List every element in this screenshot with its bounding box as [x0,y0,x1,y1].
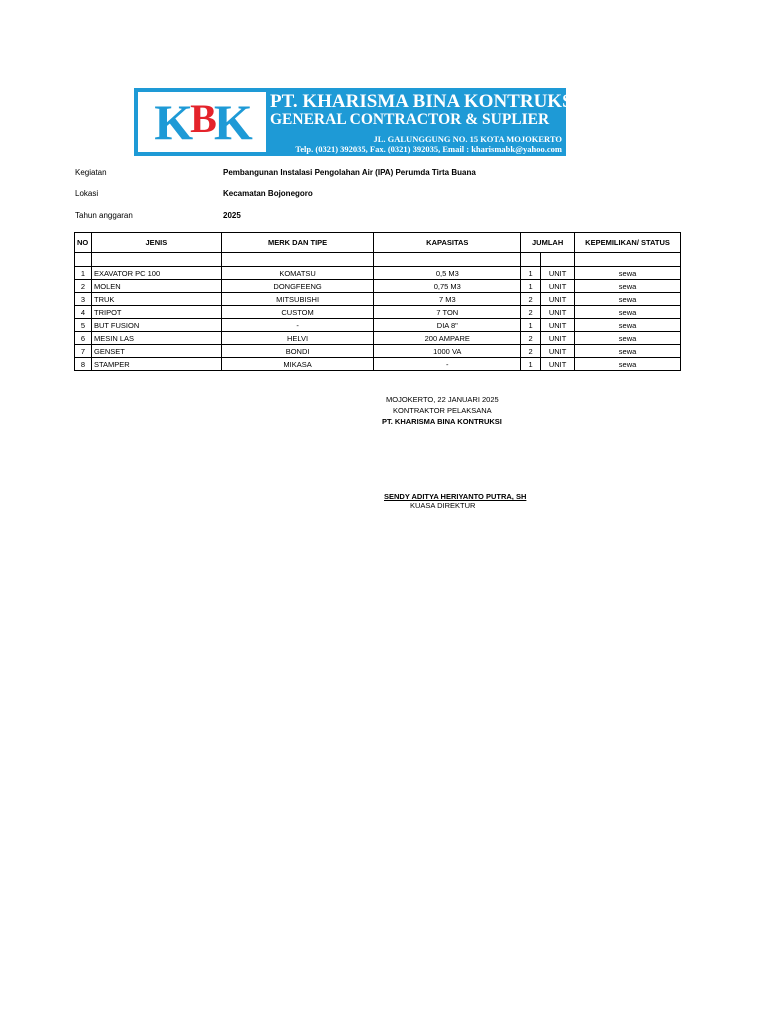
company-subtitle: GENERAL CONTRACTOR & SUPLIER [270,111,550,128]
row-jenis: MOLEN [91,280,221,293]
row-merk: CUSTOM [221,306,374,319]
row-unit: UNIT [541,293,575,306]
tahun-label: Tahun anggaran [75,211,133,220]
row-qty: 2 [521,306,541,319]
sign-role: KONTRAKTOR PELAKSANA [393,406,492,415]
row-qty: 1 [521,358,541,371]
table-row [75,306,681,319]
row-no: 7 [75,345,92,358]
header-jenis: JENIS [91,233,221,253]
row-kapasitas: 7 M3 [374,293,521,306]
equipment-table [74,232,681,371]
table-row [75,267,681,280]
sign-company: PT. KHARISMA BINA KONTRUKSI [382,417,502,426]
row-kapasitas: DIA 8" [374,319,521,332]
company-contact: Telp. (0321) 392035, Fax. (0321) 392035, Email : kharismabk@yahoo.com [295,144,562,154]
logo-text [138,92,266,152]
sign-place-date: MOJOKERTO, 22 JANUARI 2025 [386,395,499,404]
row-no: 4 [75,306,92,319]
header-no: NO [75,233,92,253]
company-logo [138,92,266,152]
row-merk: MIKASA [221,358,374,371]
row-kapasitas: 0,5 M3 [374,267,521,280]
header-kapasitas: KAPASITAS [374,233,521,253]
table-row [75,358,681,371]
row-merk: - [221,319,374,332]
table-row [75,319,681,332]
table-row [75,280,681,293]
header-jumlah: JUMLAH [521,233,575,253]
lokasi-label: Lokasi [75,189,99,198]
row-qty: 2 [521,345,541,358]
row-jenis: GENSET [91,345,221,358]
row-status: sewa [575,267,681,280]
row-unit: UNIT [541,332,575,345]
row-status: sewa [575,345,681,358]
row-kapasitas: 7 TON [374,306,521,319]
row-no: 1 [75,267,92,280]
row-no: 3 [75,293,92,306]
row-status: sewa [575,332,681,345]
row-no: 2 [75,280,92,293]
row-qty: 1 [521,280,541,293]
row-merk: KOMATSU [221,267,374,280]
row-no: 8 [75,358,92,371]
lokasi-value: Kecamatan Bojonegoro [223,189,313,198]
company-name: PT. KHARISMA BINA KONTRUKSI [270,91,581,112]
row-kapasitas: 200 AMPARE [374,332,521,345]
row-unit: UNIT [541,345,575,358]
row-status: sewa [575,306,681,319]
table-spacer-row [75,253,681,267]
row-status: sewa [575,293,681,306]
row-unit: UNIT [541,358,575,371]
kegiatan-value: Pembangunan Instalasi Pengolahan Air (IPA) Perumda Tirta Buana [223,168,476,177]
kegiatan-label: Kegiatan [75,168,107,177]
row-unit: UNIT [541,306,575,319]
row-no: 5 [75,319,92,332]
signer-name: SENDY ADITYA HERIYANTO PUTRA, SH [384,492,527,501]
row-merk: BONDI [221,345,374,358]
signer-title: KUASA DIREKTUR [410,501,476,510]
row-no: 6 [75,332,92,345]
company-details [270,91,581,154]
row-jenis: TRUK [91,293,221,306]
row-unit: UNIT [541,319,575,332]
row-jenis: BUT FUSION [91,319,221,332]
logo-letter-k1: K [154,94,191,150]
row-unit: UNIT [541,280,575,293]
row-jenis: TRIPOT [91,306,221,319]
tahun-value: 2025 [223,211,241,220]
letterhead-banner [134,88,581,156]
row-qty: 1 [521,267,541,280]
table-row [75,332,681,345]
table-header-row [75,233,681,253]
row-status: sewa [575,358,681,371]
table-row [75,345,681,358]
row-jenis: STAMPER [91,358,221,371]
company-address: JL. GALUNGGUNG NO. 15 KOTA MOJOKERTO [373,134,562,144]
row-jenis: MESIN LAS [91,332,221,345]
row-jenis: EXAVATOR PC 100 [91,267,221,280]
row-status: sewa [575,280,681,293]
row-kapasitas: 0,75 M3 [374,280,521,293]
row-merk: DONGFEENG [221,280,374,293]
table-row [75,293,681,306]
row-merk: MITSUBISHI [221,293,374,306]
header-merk: MERK DAN TIPE [221,233,374,253]
row-status: sewa [575,319,681,332]
row-qty: 1 [521,319,541,332]
row-merk: HELVI [221,332,374,345]
row-qty: 2 [521,293,541,306]
row-kapasitas: 1000 VA [374,345,521,358]
row-unit: UNIT [541,267,575,280]
header-status: KEPEMILIKAN/ STATUS [575,233,681,253]
logo-letter-b: B [190,95,214,141]
row-kapasitas: - [374,358,521,371]
logo-letter-k2: K [213,94,250,150]
row-qty: 2 [521,332,541,345]
